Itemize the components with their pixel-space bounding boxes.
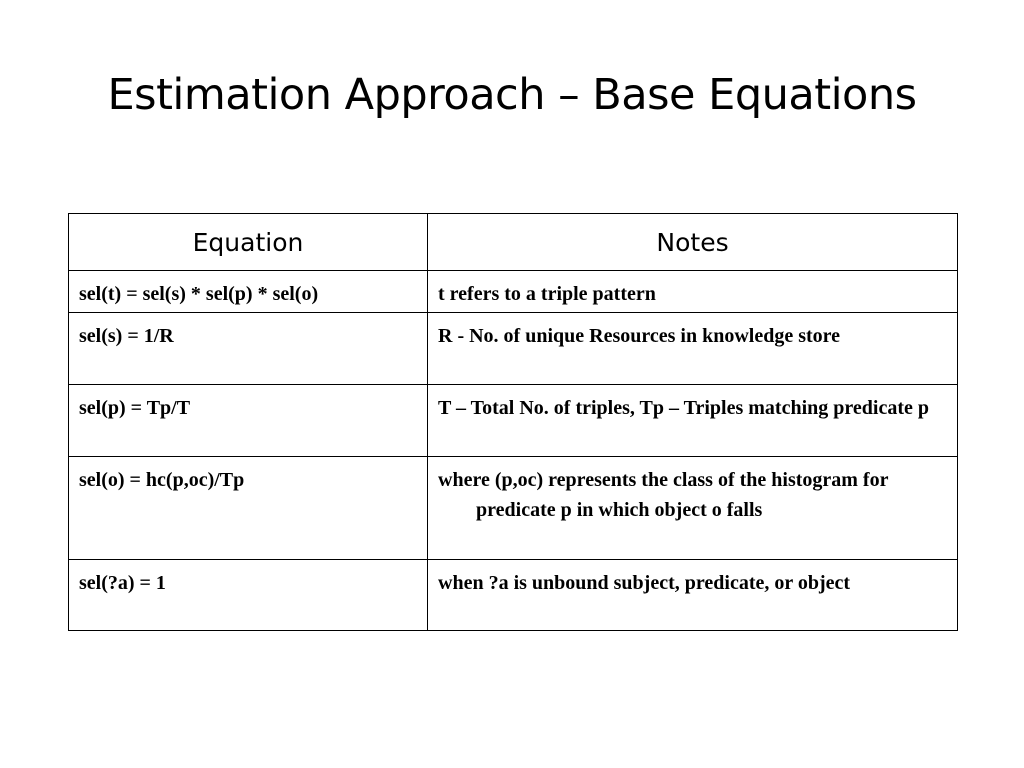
table-row <box>69 313 958 385</box>
slide-title: Estimation Approach – Base Equations <box>107 70 917 120</box>
table-row <box>69 560 958 631</box>
notes-cell: T – Total No. of triples, Tp – Triples matching predicate p <box>428 385 958 457</box>
table-row <box>69 385 958 457</box>
equation-cell: sel(o) = hc(p,oc)/Tp <box>69 457 428 560</box>
table-row <box>69 271 958 313</box>
table-header-row <box>69 214 958 271</box>
equation-cell: sel(?a) = 1 <box>69 560 428 631</box>
equation-cell: sel(s) = 1/R <box>69 313 428 385</box>
equation-cell: sel(t) = sel(s) * sel(p) * sel(o) <box>69 271 428 313</box>
notes-cell: R - No. of unique Resources in knowledge store <box>428 313 958 385</box>
notes-cell: when ?a is unbound subject, predicate, or object <box>428 560 958 631</box>
column-header-notes: Notes <box>428 214 958 271</box>
notes-cell: where (p,oc) represents the class of the histogram for predicate p in which object o falls <box>428 457 958 560</box>
notes-cell: t refers to a triple pattern <box>428 271 958 313</box>
column-header-equation: Equation <box>69 214 428 271</box>
equation-cell: sel(p) = Tp/T <box>69 385 428 457</box>
table-row <box>69 457 958 560</box>
equations-table <box>68 213 958 631</box>
